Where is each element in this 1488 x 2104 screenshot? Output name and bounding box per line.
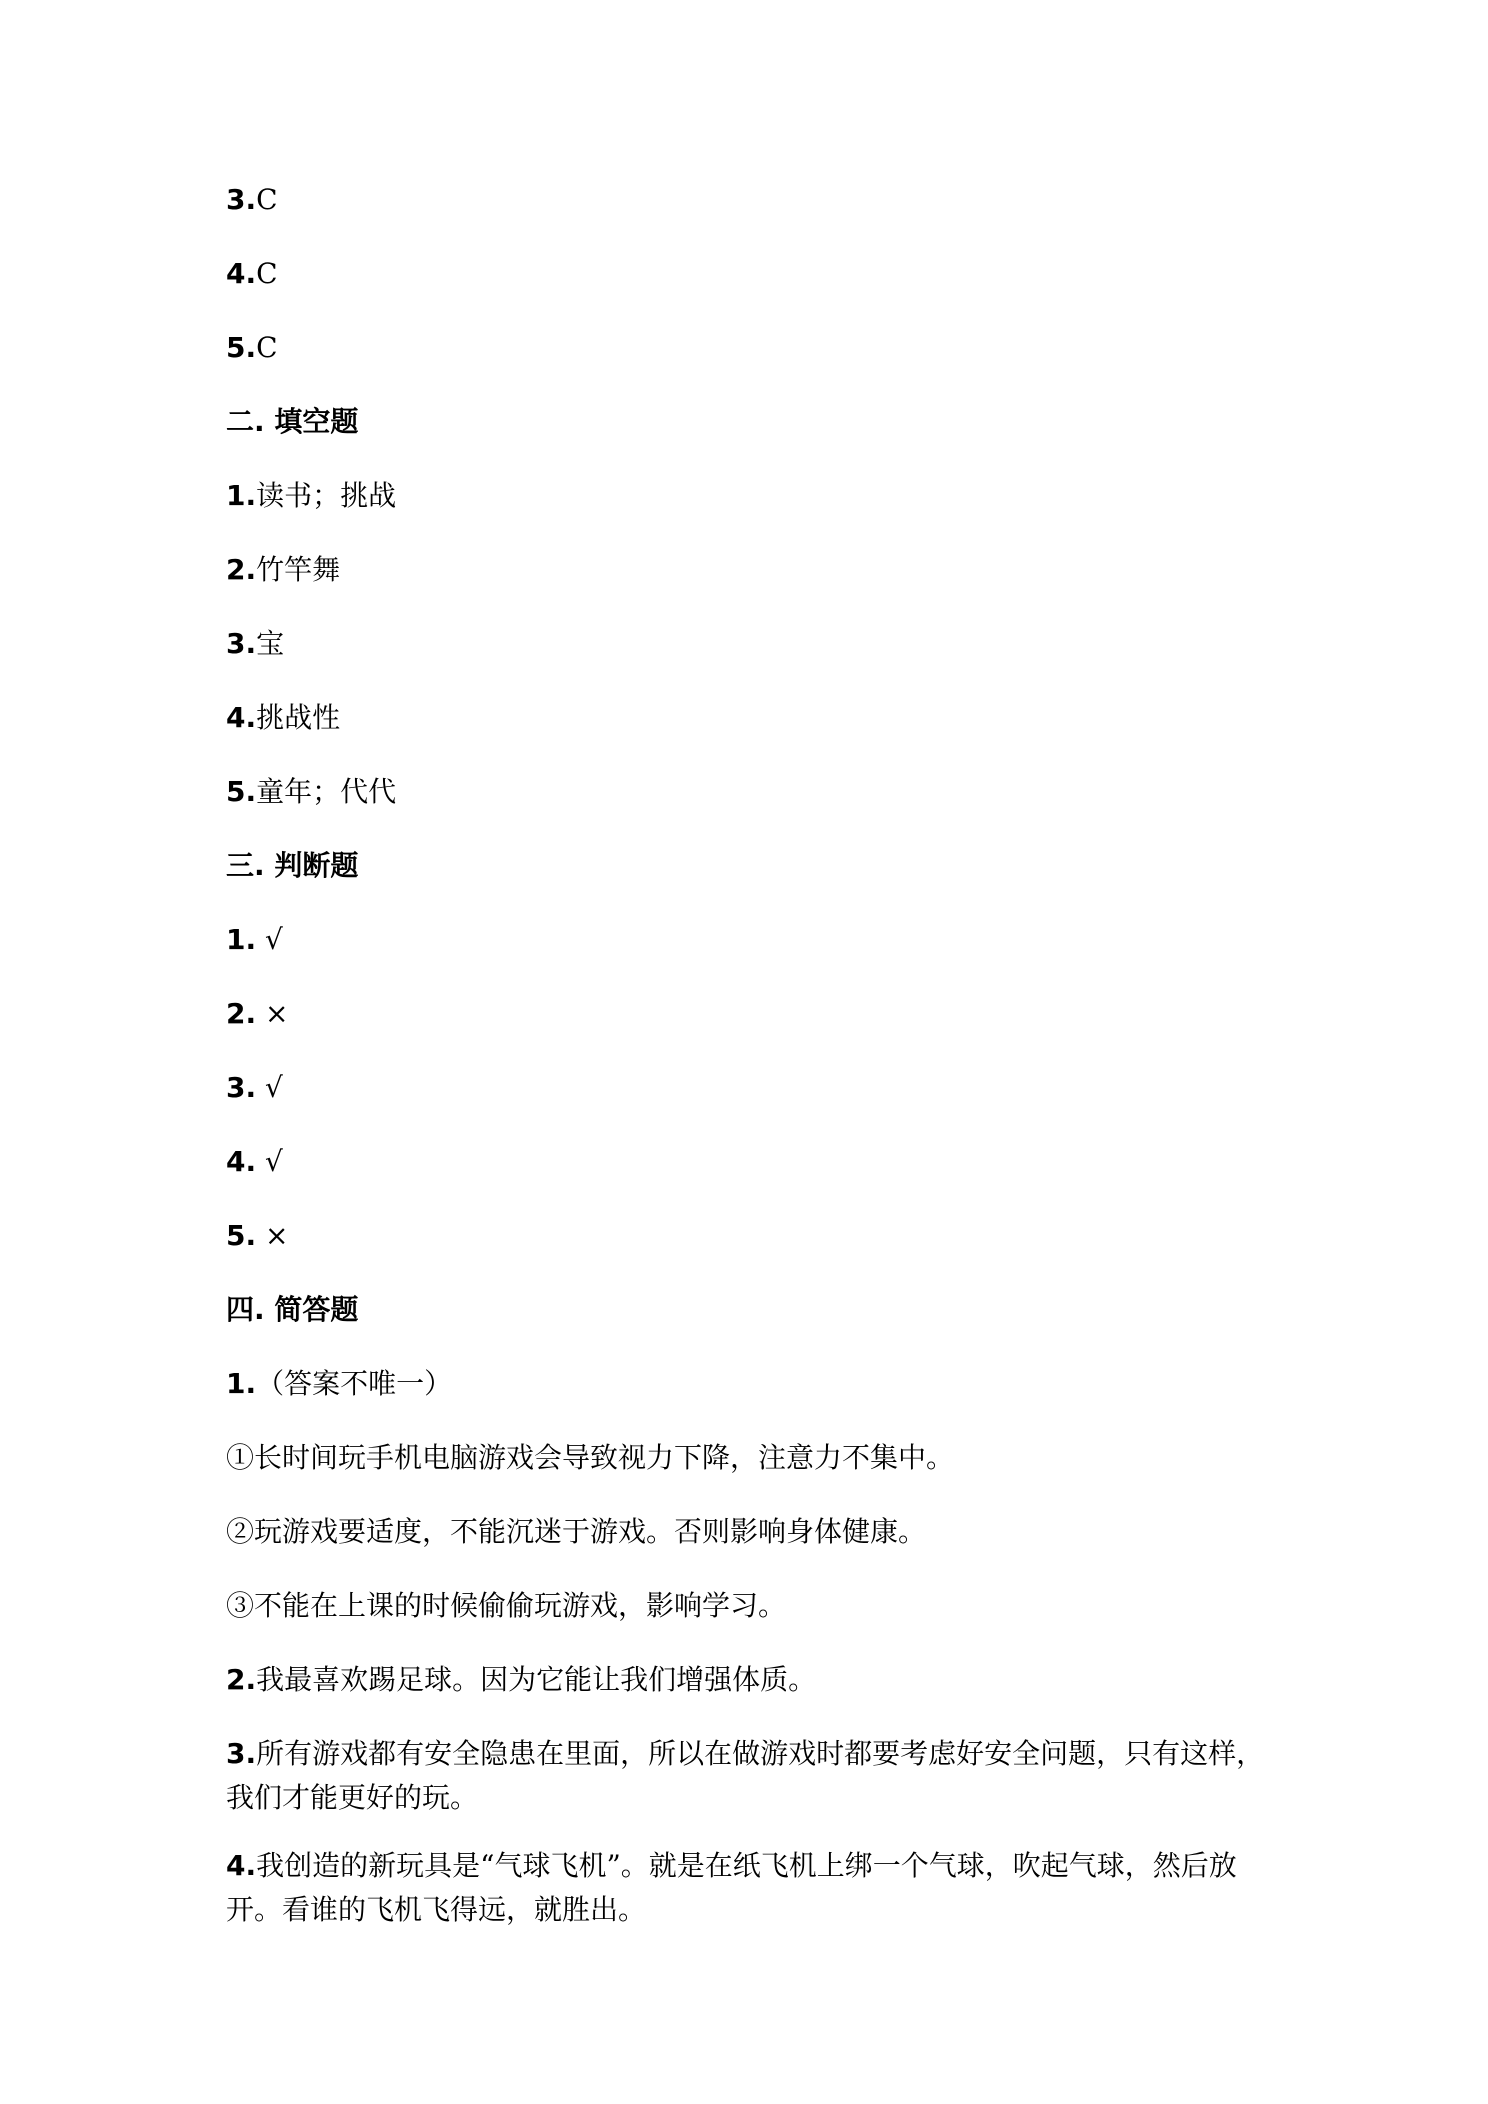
check-mark: √ xyxy=(265,923,283,956)
item-answer: 童年；代代 xyxy=(256,775,397,808)
item-number: 5. xyxy=(226,775,257,808)
item-answer: 挑战性 xyxy=(256,701,341,734)
item-answer: 我最喜欢踢足球。因为它能让我们增强体质。 xyxy=(256,1663,817,1696)
item-number: 3. xyxy=(226,627,257,660)
answer-s2-4 xyxy=(226,696,1266,740)
item-answer: 竹竿舞 xyxy=(256,553,341,586)
answer-s3-3 xyxy=(226,1066,1266,1110)
answer-s4-1 xyxy=(226,1362,1266,1406)
answer-s2-5 xyxy=(226,770,1266,814)
answer-s4-1-point-2: ②玩游戏要适度，不能沉迷于游戏。否则影响身体健康。 xyxy=(226,1515,927,1548)
item-answer: 我创造的新玩具是“气球飞机”。就是在纸飞机上绑一个气球，吹起气球，然后放开。看谁的飞机飞得远，就胜出。 xyxy=(226,1849,1237,1926)
item-number: 4. xyxy=(226,1145,257,1178)
answer-s4-4 xyxy=(226,1844,1266,1940)
item-number: 4. xyxy=(226,1849,257,1882)
item-number: 3. xyxy=(226,183,257,216)
item-number: 3. xyxy=(226,1071,257,1104)
answer-s3-1 xyxy=(226,918,1266,962)
cross-mark: × xyxy=(265,1219,289,1252)
answer-s2-2 xyxy=(226,548,1266,592)
check-mark: √ xyxy=(265,1145,283,1178)
cross-mark: × xyxy=(265,997,289,1030)
item-answer: （答案不唯一） xyxy=(256,1367,453,1400)
item-number: 3. xyxy=(226,1737,257,1770)
item-number: 1. xyxy=(226,1367,257,1400)
item-number: 5. xyxy=(226,331,257,364)
answer-s3-4 xyxy=(226,1140,1266,1184)
item-number: 5. xyxy=(226,1219,257,1252)
answer-s4-1-point-1: ①长时间玩手机电脑游戏会导致视力下降，注意力不集中。 xyxy=(226,1441,955,1474)
item-number: 1. xyxy=(226,479,257,512)
answer-s2-3 xyxy=(226,622,1266,666)
answer-s3-5 xyxy=(226,1214,1266,1258)
item-number: 2. xyxy=(226,997,257,1030)
answer-s1-4 xyxy=(226,252,1266,296)
item-number: 2. xyxy=(226,1663,257,1696)
section-heading-short-answer: 四. 简答题 xyxy=(226,1293,359,1326)
item-answer: 所有游戏都有安全隐患在里面，所以在做游戏时都要考虑好安全问题，只有这样，我们才能更好的玩。 xyxy=(226,1737,1265,1814)
item-number: 4. xyxy=(226,701,257,734)
item-answer: 宝 xyxy=(256,627,285,660)
item-number: 4. xyxy=(226,257,257,290)
item-answer: C xyxy=(256,331,278,364)
item-number: 2. xyxy=(226,553,257,586)
answer-s4-1-point-3: ③不能在上课的时候偷偷玩游戏，影响学习。 xyxy=(226,1589,787,1622)
answer-s4-3 xyxy=(226,1732,1266,1828)
section-heading-true-false: 三. 判断题 xyxy=(226,849,359,882)
answer-s3-2 xyxy=(226,992,1266,1036)
answer-s1-3 xyxy=(226,178,1266,222)
answer-s4-2 xyxy=(226,1658,1266,1702)
section-heading-fill-blank: 二. 填空题 xyxy=(226,405,359,438)
answer-s1-5 xyxy=(226,326,1266,370)
item-answer: C xyxy=(256,257,278,290)
answer-s2-1 xyxy=(226,474,1266,518)
item-answer: C xyxy=(256,183,278,216)
item-number: 1. xyxy=(226,923,257,956)
item-answer: 读书；挑战 xyxy=(256,479,397,512)
check-mark: √ xyxy=(265,1071,283,1104)
